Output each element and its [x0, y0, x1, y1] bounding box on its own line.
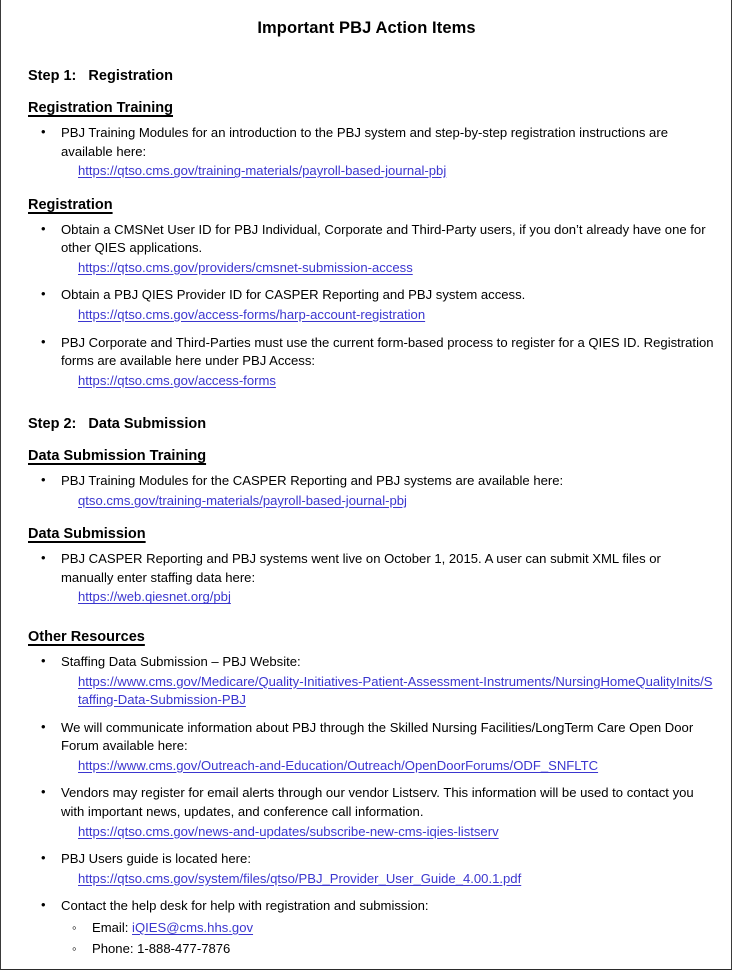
list-item-link[interactable]: https://www.cms.gov/Medicare/Quality-Initiatives-Patient-Assessment-Instruments/NursingHomeQualityInits/Staffing-Data-Submission-PBJ: [78, 673, 713, 708]
list-item-text: • Obtain a PBJ QIES Provider ID for CASPER Reporting and PBJ system access.: [61, 287, 526, 303]
registration-list: [28, 221, 715, 391]
document-body: [1, 0, 731, 959]
registration-training-section: [28, 84, 715, 117]
help-desk-text: • Contact the help desk for help with registration and submission:: [61, 898, 429, 914]
data-submission-training-list: [28, 472, 715, 510]
step-1-heading: Step 1: Registration: [28, 68, 174, 84]
other-resources-list: [28, 653, 715, 959]
list-item: [28, 334, 715, 391]
list-item-link[interactable]: https://qtso.cms.gov/access-forms/harp-account-registration: [78, 306, 426, 322]
help-desk-item: [28, 897, 715, 959]
data-submission-list: [28, 550, 715, 607]
list-item: [28, 784, 715, 841]
data-submission-training-section: [28, 432, 715, 465]
page-title: Important PBJ Action Items: [257, 19, 476, 37]
list-item: [28, 221, 715, 278]
list-item-text: • PBJ CASPER Reporting and PBJ systems went live on October 1, 2015. A user can submit XML files or manually enter staffing data here:: [61, 551, 661, 585]
list-item-text: • PBJ Corporate and Third-Parties must use the current form-based process to register for a QIES ID. Registration forms are available here under PBJ Access:: [61, 334, 714, 369]
registration-heading: Registration: [28, 196, 113, 213]
list-item-text: • Obtain a CMSNet User ID for PBJ Individual, Corporate and Third-Party users, if you don’t already have one for other QIES applications.: [61, 221, 706, 256]
help-desk-contact-list: [61, 919, 715, 959]
list-item-link[interactable]: https://qtso.cms.gov/training-materials/payroll-based-journal-pbj: [78, 163, 447, 179]
list-item-link[interactable]: https://qtso.cms.gov/system/files/qtso/PBJ_Provider_User_Guide_4.00.1.pdf: [78, 870, 522, 886]
other-resources-heading: Other Resources: [28, 629, 145, 645]
list-item: [28, 850, 715, 888]
data-submission-heading: Data Submission: [28, 526, 146, 543]
list-item-text: • PBJ Training Modules for the CASPER Reporting and PBJ systems are available here:: [61, 473, 564, 489]
list-item-link[interactable]: https://qtso.cms.gov/access-forms: [78, 372, 276, 388]
registration-training-list: [28, 124, 715, 181]
list-item-link[interactable]: https://web.qiesnet.org/pbj: [78, 589, 231, 605]
list-item-link[interactable]: https://www.cms.gov/Outreach-and-Education/Outreach/OpenDoorForums/ODF_SNFLTC: [78, 757, 599, 773]
list-item: [28, 124, 715, 181]
list-item-text: • PBJ Users guide is located here:: [61, 851, 251, 867]
email-label: Email:: [92, 919, 133, 935]
data-submission-training-heading: Data Submission Training: [28, 448, 207, 465]
registration-training-heading: Registration Training: [28, 100, 174, 116]
help-desk-phone-row: ◦ Phone: 1-888-477-7876: [61, 940, 715, 959]
list-item-text: • PBJ Training Modules for an introduction to the PBJ system and step-by-step registration instructions are available here:: [61, 124, 668, 159]
list-item-link[interactable]: https://qtso.cms.gov/providers/cmsnet-submission-access: [78, 259, 413, 275]
other-resources-section: [28, 613, 715, 646]
list-item: [28, 286, 715, 324]
list-item-link[interactable]: https://qtso.cms.gov/news-and-updates/subscribe-new-cms-iqies-listserv: [78, 823, 499, 839]
list-item: [28, 550, 715, 607]
email-link[interactable]: iQIES@cms.hhs.gov: [132, 919, 254, 935]
list-item: [28, 719, 715, 776]
registration-section: [28, 181, 715, 214]
list-item: [28, 653, 715, 710]
data-submission-section: [28, 510, 715, 543]
list-item-text: • Vendors may register for email alerts through our vendor Listserv. This information will be used to contact you with important news, updates, and conference call information.: [61, 785, 694, 819]
list-item-text: • Staffing Data Submission – PBJ Website:: [61, 653, 301, 669]
list-item: [28, 472, 715, 510]
help-desk-email-row: [61, 919, 715, 938]
step-2-heading: Step 2: Data Submission: [28, 416, 207, 433]
list-item-link[interactable]: qtso.cms.gov/training-materials/payroll-based-journal-pbj: [78, 492, 407, 508]
list-item-text: • We will communicate information about PBJ through the Skilled Nursing Facilities/LongTerm Care Open Door Forum available here:: [61, 719, 694, 754]
